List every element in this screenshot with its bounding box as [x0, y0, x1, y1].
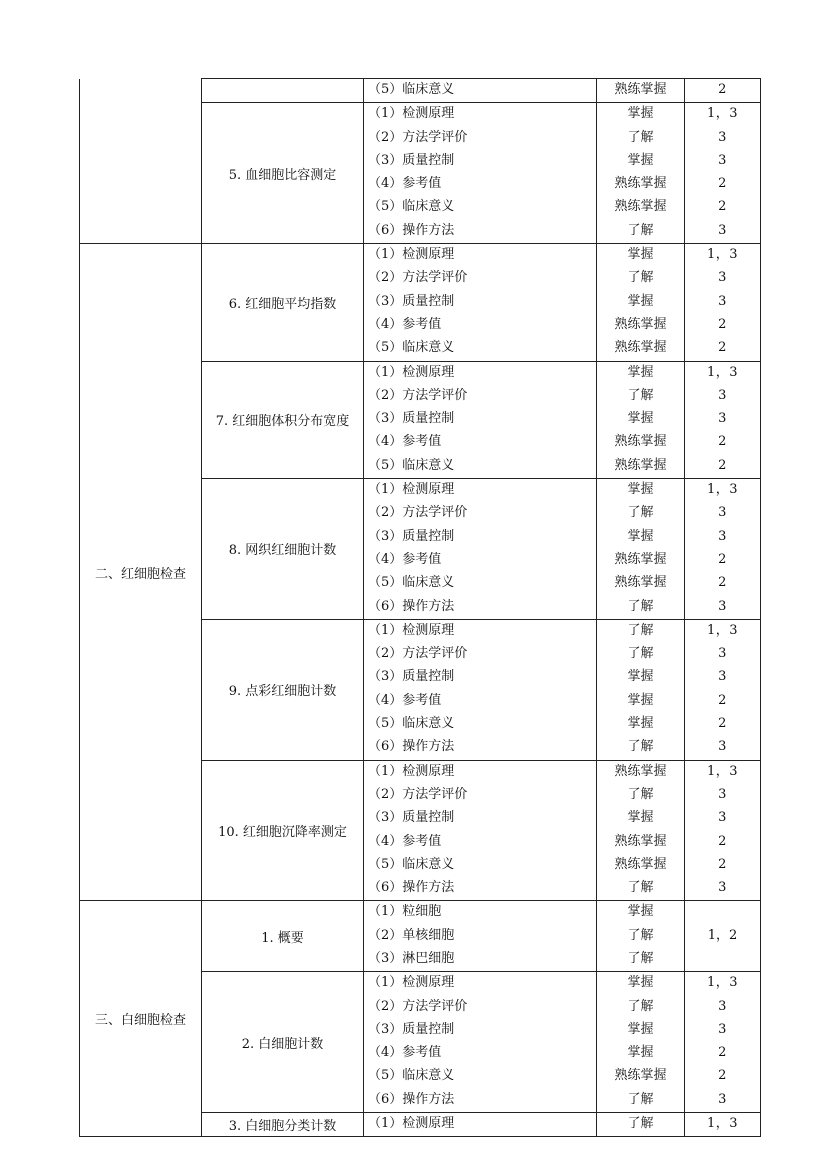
mastery-level-cell — [597, 244, 685, 361]
level-code: 2 — [718, 340, 727, 356]
level-code: 1，3 — [706, 364, 739, 380]
level-code: 3 — [718, 411, 727, 427]
item-name: （4）参考值 — [368, 551, 442, 567]
level-code: 2 — [718, 1068, 727, 1084]
item-name: （1）检测原理 — [368, 482, 455, 498]
mastery-level: 熟练掌握 — [614, 340, 667, 356]
level-code: 3 — [718, 598, 727, 614]
item-name-cell — [364, 1113, 597, 1137]
section-cell — [202, 361, 364, 478]
mastery-level: 了解 — [627, 1091, 654, 1107]
item-name: （5）临床意义 — [368, 340, 455, 356]
mastery-level: 熟练掌握 — [614, 763, 667, 779]
mastery-level: 熟练掌握 — [614, 575, 667, 591]
mastery-level: 熟练掌握 — [614, 457, 667, 473]
item-name: （1）检测原理 — [368, 763, 455, 779]
level-code-cell — [685, 103, 761, 244]
section-title: 3. 白细胞分类计数 — [228, 1119, 337, 1135]
level-code: 2 — [718, 1045, 727, 1061]
level-code: 2 — [718, 199, 727, 215]
level-code: 2 — [718, 551, 727, 567]
item-name-cell — [364, 244, 597, 361]
item-name: （1）检测原理 — [368, 622, 455, 638]
mastery-level: 了解 — [627, 129, 654, 145]
level-code: 1，3 — [706, 763, 739, 779]
section-title: 7. 红细胞体积分布宽度 — [215, 414, 350, 430]
section-title: 5. 血细胞比容测定 — [228, 167, 337, 183]
mastery-level: 掌握 — [627, 293, 654, 309]
level-code: 3 — [718, 222, 727, 238]
level-code: 2 — [718, 856, 727, 872]
section-cell — [202, 103, 364, 244]
item-name: （1）粒细胞 — [368, 904, 442, 920]
level-code: 3 — [718, 1021, 727, 1037]
item-name: （1）检测原理 — [368, 975, 455, 991]
item-name: （5）临床意义 — [368, 716, 455, 732]
mastery-level-cell — [597, 479, 685, 620]
item-name: （4）参考值 — [368, 1045, 442, 1061]
mastery-level: 了解 — [627, 622, 654, 638]
item-name-cell — [364, 619, 597, 760]
mastery-level: 熟练掌握 — [614, 82, 667, 97]
item-name: （4）参考值 — [368, 316, 442, 332]
mastery-level: 掌握 — [627, 692, 654, 708]
mastery-level: 了解 — [627, 927, 654, 943]
syllabus-table — [79, 78, 761, 1137]
level-code: 3 — [718, 669, 727, 685]
mastery-level-cell — [597, 1113, 685, 1137]
mastery-level: 熟练掌握 — [614, 856, 667, 872]
section-title: 9. 点彩红细胞计数 — [228, 684, 337, 700]
level-code-cell — [685, 79, 761, 103]
level-code: 2 — [718, 833, 727, 849]
section-cell — [202, 760, 364, 901]
mastery-level: 掌握 — [627, 1045, 654, 1061]
item-name: （1）检测原理 — [368, 1116, 455, 1132]
chapter-cell — [80, 244, 202, 901]
mastery-level: 掌握 — [627, 152, 654, 168]
level-code: 3 — [718, 646, 727, 662]
mastery-level: 掌握 — [627, 247, 654, 263]
table-body — [80, 79, 761, 1137]
level-code: 3 — [718, 880, 727, 896]
item-name: （6）操作方法 — [368, 598, 455, 614]
level-code: 3 — [718, 998, 727, 1014]
mastery-level: 了解 — [627, 998, 654, 1014]
mastery-level: 了解 — [627, 646, 654, 662]
item-name: （3）质量控制 — [368, 810, 455, 826]
section-title: 8. 网织红细胞计数 — [228, 543, 337, 559]
item-name-cell — [364, 972, 597, 1113]
section-title: 10. 红细胞沉降率测定 — [218, 825, 347, 840]
level-code: 3 — [718, 293, 727, 309]
item-name: （5）临床意义 — [368, 856, 455, 872]
section-cell — [202, 79, 364, 103]
level-code: 3 — [718, 1091, 727, 1107]
mastery-level-cell — [597, 760, 685, 901]
item-name: （4）参考值 — [368, 434, 442, 450]
item-name-cell — [364, 79, 597, 103]
level-code: 3 — [718, 810, 727, 826]
mastery-level: 熟练掌握 — [614, 1068, 667, 1084]
item-name: （1）检测原理 — [368, 364, 455, 380]
mastery-level: 了解 — [627, 1116, 654, 1132]
mastery-level: 掌握 — [627, 528, 654, 544]
item-name: （4）参考值 — [368, 833, 442, 849]
mastery-level: 熟练掌握 — [614, 551, 667, 567]
level-code: 3 — [718, 786, 727, 802]
item-name: （5）临床意义 — [368, 457, 455, 473]
section-cell — [202, 479, 364, 620]
section-title: 2. 白细胞计数 — [241, 1036, 324, 1052]
level-code: 1，3 — [706, 482, 739, 498]
item-name: （6）操作方法 — [368, 739, 455, 755]
item-name: （2）方法学评价 — [368, 270, 468, 286]
item-name-cell — [364, 760, 597, 901]
item-name: （6）操作方法 — [368, 1091, 455, 1107]
item-name: （3）质量控制 — [368, 669, 455, 685]
mastery-level-cell — [597, 361, 685, 478]
mastery-level: 掌握 — [627, 364, 654, 380]
level-code: 2 — [718, 316, 727, 332]
mastery-level-cell — [597, 972, 685, 1113]
level-code: 3 — [718, 387, 727, 403]
item-name: （5）临床意义 — [368, 1068, 455, 1084]
item-name: （2）方法学评价 — [368, 505, 468, 521]
level-code: 2 — [718, 457, 727, 473]
item-name: （2）方法学评价 — [368, 786, 468, 802]
mastery-level: 掌握 — [627, 411, 654, 427]
item-name: （4）参考值 — [368, 692, 442, 708]
level-code: 3 — [718, 152, 727, 168]
level-code: 1，3 — [706, 106, 739, 122]
item-name-cell — [364, 479, 597, 620]
mastery-level: 熟练掌握 — [614, 199, 667, 215]
level-code-cell — [685, 479, 761, 620]
mastery-level: 了解 — [627, 222, 654, 238]
item-name: （2）方法学评价 — [368, 387, 468, 403]
item-name: （3）淋巴细胞 — [368, 950, 455, 966]
chapter-cell — [80, 901, 202, 1137]
level-code: 3 — [718, 270, 727, 286]
level-code: 1，2 — [707, 928, 738, 944]
item-name: （5）临床意义 — [368, 82, 455, 97]
chapter-title: 二、红细胞检查 — [94, 566, 186, 582]
table-row — [80, 79, 761, 103]
section-title: 6. 红细胞平均指数 — [228, 296, 337, 312]
item-name: （4）参考值 — [368, 176, 442, 192]
section-title: 1. 概要 — [261, 930, 304, 946]
level-code: 2 — [718, 176, 727, 192]
level-code-cell — [685, 901, 761, 972]
mastery-level: 掌握 — [627, 669, 654, 685]
mastery-level: 掌握 — [627, 1021, 654, 1037]
item-name: （6）操作方法 — [368, 880, 455, 896]
mastery-level: 了解 — [627, 387, 654, 403]
item-name: （1）检测原理 — [368, 247, 455, 263]
level-code: 1，3 — [706, 1116, 739, 1132]
item-name: （2）方法学评价 — [368, 646, 468, 662]
chapter-title: 三、白细胞检查 — [94, 1013, 186, 1029]
level-code-cell — [685, 972, 761, 1113]
section-cell — [202, 1113, 364, 1137]
level-code-cell — [685, 760, 761, 901]
mastery-level-cell — [597, 79, 685, 103]
level-code-cell — [685, 244, 761, 361]
item-name: （5）临床意义 — [368, 199, 455, 215]
mastery-level: 熟练掌握 — [614, 176, 667, 192]
mastery-level: 了解 — [627, 598, 654, 614]
mastery-level-cell — [597, 619, 685, 760]
table-row — [80, 901, 761, 972]
mastery-level: 熟练掌握 — [614, 833, 667, 849]
level-code: 2 — [718, 82, 727, 97]
item-name: （1）检测原理 — [368, 106, 455, 122]
mastery-level: 掌握 — [627, 106, 654, 122]
mastery-level-cell — [597, 103, 685, 244]
mastery-level: 掌握 — [627, 716, 654, 732]
mastery-level: 熟练掌握 — [614, 434, 667, 450]
mastery-level-cell — [597, 901, 685, 972]
level-code-cell — [685, 361, 761, 478]
item-name: （2）方法学评价 — [368, 998, 468, 1014]
table-row — [80, 244, 761, 361]
chapter-cell — [80, 79, 202, 244]
mastery-level: 掌握 — [627, 810, 654, 826]
item-name-cell — [364, 361, 597, 478]
level-code: 2 — [718, 575, 727, 591]
mastery-level: 掌握 — [627, 904, 654, 920]
level-code: 3 — [718, 505, 727, 521]
section-cell — [202, 244, 364, 361]
level-code: 3 — [718, 739, 727, 755]
level-code: 3 — [718, 528, 727, 544]
level-code: 1，3 — [706, 975, 739, 991]
item-name: （3）质量控制 — [368, 1021, 455, 1037]
item-name-cell — [364, 901, 597, 972]
mastery-level: 了解 — [627, 270, 654, 286]
section-cell — [202, 619, 364, 760]
level-code: 2 — [718, 692, 727, 708]
item-name: （3）质量控制 — [368, 152, 455, 168]
mastery-level: 了解 — [627, 950, 654, 966]
item-name: （2）方法学评价 — [368, 129, 468, 145]
mastery-level: 了解 — [627, 505, 654, 521]
mastery-level: 掌握 — [627, 975, 654, 991]
item-name-cell — [364, 103, 597, 244]
item-name: （3）质量控制 — [368, 293, 455, 309]
mastery-level: 掌握 — [627, 482, 654, 498]
level-code: 1，3 — [706, 622, 739, 638]
mastery-level: 熟练掌握 — [614, 316, 667, 332]
item-name: （2）单核细胞 — [368, 927, 455, 943]
mastery-level: 了解 — [627, 786, 654, 802]
item-name: （3）质量控制 — [368, 528, 455, 544]
item-name: （3）质量控制 — [368, 411, 455, 427]
item-name: （5）临床意义 — [368, 575, 455, 591]
level-code-cell — [685, 619, 761, 760]
item-name: （6）操作方法 — [368, 222, 455, 238]
level-code: 1，3 — [706, 247, 739, 263]
section-cell — [202, 901, 364, 972]
level-code: 2 — [718, 434, 727, 450]
section-cell — [202, 972, 364, 1113]
level-code-cell — [685, 1113, 761, 1137]
level-code: 3 — [718, 129, 727, 145]
mastery-level: 了解 — [627, 880, 654, 896]
mastery-level: 了解 — [627, 739, 654, 755]
level-code: 2 — [718, 716, 727, 732]
